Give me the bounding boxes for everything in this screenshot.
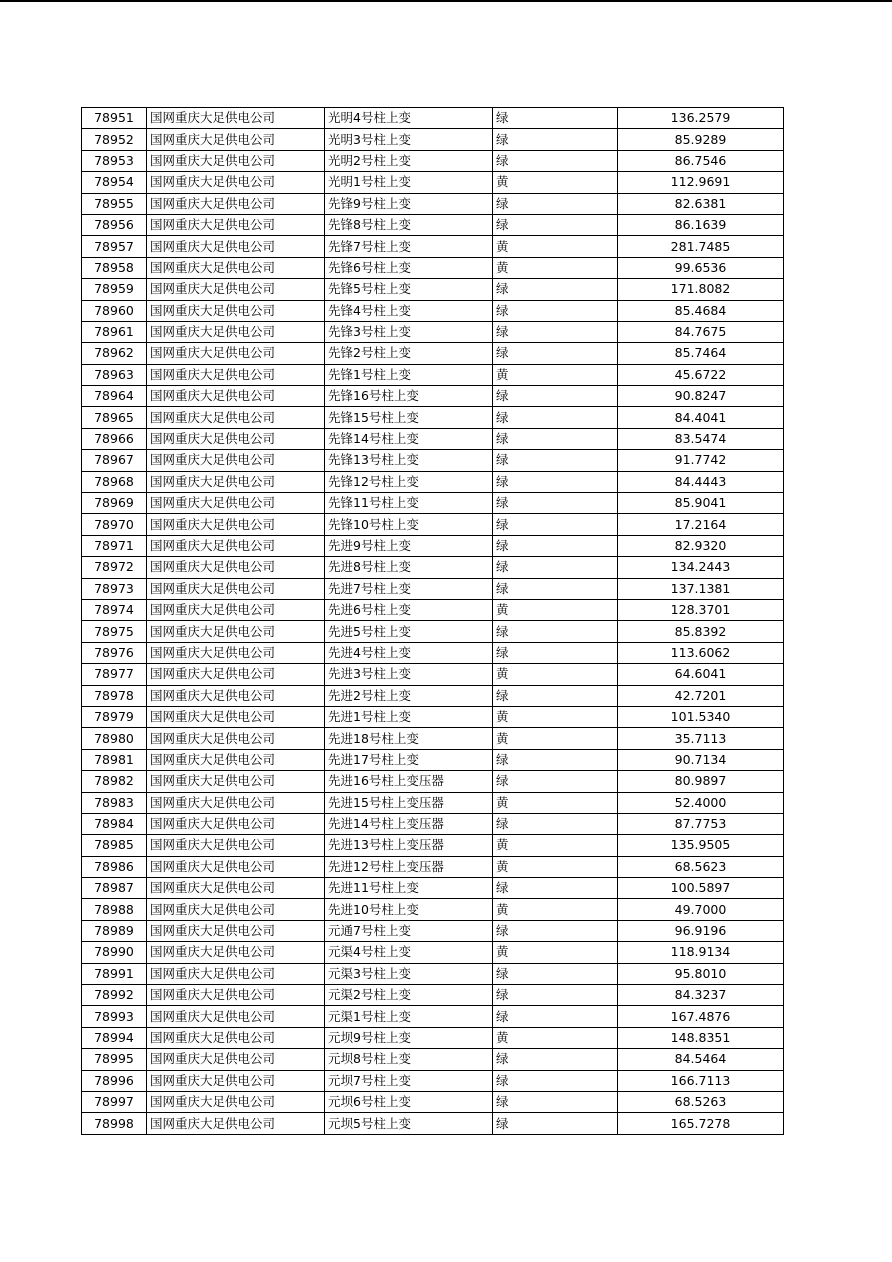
cell-id: 78991	[82, 963, 147, 984]
table-row	[82, 279, 784, 300]
cell-status: 绿	[493, 1006, 618, 1027]
table-row	[82, 1113, 784, 1134]
cell-company: 国网重庆大足供电公司	[147, 129, 325, 150]
cell-transformer-name: 先锋2号柱上变	[325, 343, 493, 364]
cell-transformer-name: 元渠4号柱上变	[325, 942, 493, 963]
cell-company: 国网重庆大足供电公司	[147, 1070, 325, 1091]
cell-status: 黄	[493, 728, 618, 749]
cell-value: 135.9505	[618, 835, 784, 856]
table-row	[82, 364, 784, 385]
cell-value: 80.9897	[618, 771, 784, 792]
cell-value: 101.5340	[618, 706, 784, 727]
cell-company: 国网重庆大足供电公司	[147, 642, 325, 663]
cell-status: 绿	[493, 129, 618, 150]
cell-transformer-name: 先锋1号柱上变	[325, 364, 493, 385]
cell-value: 281.7485	[618, 236, 784, 257]
cell-transformer-name: 先进14号柱上变压器	[325, 813, 493, 834]
cell-value: 91.7742	[618, 450, 784, 471]
cell-id: 78981	[82, 749, 147, 770]
cell-id: 78962	[82, 343, 147, 364]
cell-status: 绿	[493, 749, 618, 770]
cell-id: 78958	[82, 257, 147, 278]
cell-id: 78964	[82, 386, 147, 407]
cell-id: 78982	[82, 771, 147, 792]
cell-company: 国网重庆大足供电公司	[147, 172, 325, 193]
cell-transformer-name: 元渠3号柱上变	[325, 963, 493, 984]
cell-value: 68.5263	[618, 1091, 784, 1112]
cell-value: 84.4443	[618, 471, 784, 492]
cell-value: 136.2579	[618, 108, 784, 129]
cell-company: 国网重庆大足供电公司	[147, 685, 325, 706]
cell-id: 78973	[82, 578, 147, 599]
cell-id: 78977	[82, 664, 147, 685]
cell-id: 78972	[82, 557, 147, 578]
cell-status: 黄	[493, 942, 618, 963]
cell-id: 78953	[82, 150, 147, 171]
cell-transformer-name: 光明1号柱上变	[325, 172, 493, 193]
cell-value: 86.1639	[618, 214, 784, 235]
table-row	[82, 129, 784, 150]
cell-transformer-name: 先锋4号柱上变	[325, 300, 493, 321]
cell-status: 黄	[493, 792, 618, 813]
cell-id: 78993	[82, 1006, 147, 1027]
cell-id: 78975	[82, 621, 147, 642]
cell-value: 52.4000	[618, 792, 784, 813]
cell-transformer-name: 光明4号柱上变	[325, 108, 493, 129]
table-row	[82, 706, 784, 727]
table-row	[82, 150, 784, 171]
cell-id: 78959	[82, 279, 147, 300]
cell-status: 绿	[493, 343, 618, 364]
cell-status: 绿	[493, 321, 618, 342]
cell-value: 90.8247	[618, 386, 784, 407]
cell-id: 78986	[82, 856, 147, 877]
cell-id: 78961	[82, 321, 147, 342]
cell-transformer-name: 先锋8号柱上变	[325, 214, 493, 235]
cell-status: 绿	[493, 214, 618, 235]
cell-transformer-name: 先进1号柱上变	[325, 706, 493, 727]
cell-company: 国网重庆大足供电公司	[147, 193, 325, 214]
page-top-border	[0, 0, 892, 2]
cell-transformer-name: 先进10号柱上变	[325, 899, 493, 920]
cell-id: 78965	[82, 407, 147, 428]
cell-company: 国网重庆大足供电公司	[147, 1006, 325, 1027]
table-row	[82, 942, 784, 963]
table-row	[82, 728, 784, 749]
cell-id: 78984	[82, 813, 147, 834]
cell-value: 45.6722	[618, 364, 784, 385]
table-row	[82, 557, 784, 578]
table-row	[82, 792, 784, 813]
cell-value: 85.7464	[618, 343, 784, 364]
cell-value: 87.7753	[618, 813, 784, 834]
cell-value: 96.9196	[618, 920, 784, 941]
table-body	[82, 108, 784, 1135]
cell-status: 绿	[493, 386, 618, 407]
cell-status: 黄	[493, 856, 618, 877]
cell-company: 国网重庆大足供电公司	[147, 771, 325, 792]
cell-value: 17.2164	[618, 514, 784, 535]
cell-value: 118.9134	[618, 942, 784, 963]
cell-status: 绿	[493, 407, 618, 428]
cell-status: 绿	[493, 493, 618, 514]
cell-company: 国网重庆大足供电公司	[147, 450, 325, 471]
cell-transformer-name: 先进17号柱上变	[325, 749, 493, 770]
cell-company: 国网重庆大足供电公司	[147, 749, 325, 770]
cell-value: 35.7113	[618, 728, 784, 749]
cell-transformer-name: 先进16号柱上变压器	[325, 771, 493, 792]
table-row	[82, 535, 784, 556]
cell-status: 绿	[493, 963, 618, 984]
cell-status: 绿	[493, 985, 618, 1006]
cell-status: 黄	[493, 664, 618, 685]
table-row	[82, 300, 784, 321]
cell-status: 绿	[493, 108, 618, 129]
cell-id: 78970	[82, 514, 147, 535]
cell-transformer-name: 元坝5号柱上变	[325, 1113, 493, 1134]
cell-company: 国网重庆大足供电公司	[147, 621, 325, 642]
cell-company: 国网重庆大足供电公司	[147, 535, 325, 556]
cell-status: 黄	[493, 236, 618, 257]
cell-status: 绿	[493, 514, 618, 535]
cell-value: 83.5474	[618, 428, 784, 449]
cell-status: 黄	[493, 257, 618, 278]
table-row	[82, 1070, 784, 1091]
cell-transformer-name: 元渠1号柱上变	[325, 1006, 493, 1027]
table-row	[82, 343, 784, 364]
cell-value: 128.3701	[618, 599, 784, 620]
cell-status: 黄	[493, 899, 618, 920]
cell-value: 165.7278	[618, 1113, 784, 1134]
cell-id: 78967	[82, 450, 147, 471]
cell-id: 78997	[82, 1091, 147, 1112]
cell-transformer-name: 先锋12号柱上变	[325, 471, 493, 492]
cell-value: 137.1381	[618, 578, 784, 599]
cell-status: 黄	[493, 599, 618, 620]
cell-value: 82.6381	[618, 193, 784, 214]
table-row	[82, 835, 784, 856]
cell-value: 64.6041	[618, 664, 784, 685]
cell-value: 85.8392	[618, 621, 784, 642]
cell-company: 国网重庆大足供电公司	[147, 150, 325, 171]
table-row	[82, 386, 784, 407]
cell-company: 国网重庆大足供电公司	[147, 1113, 325, 1134]
cell-company: 国网重庆大足供电公司	[147, 792, 325, 813]
cell-value: 84.5464	[618, 1049, 784, 1070]
cell-id: 78966	[82, 428, 147, 449]
table-row	[82, 578, 784, 599]
cell-id: 78951	[82, 108, 147, 129]
table-row	[82, 407, 784, 428]
table-row	[82, 172, 784, 193]
cell-status: 绿	[493, 1049, 618, 1070]
cell-transformer-name: 先进7号柱上变	[325, 578, 493, 599]
table-row	[82, 642, 784, 663]
cell-id: 78989	[82, 920, 147, 941]
table-row	[82, 321, 784, 342]
cell-company: 国网重庆大足供电公司	[147, 942, 325, 963]
cell-company: 国网重庆大足供电公司	[147, 557, 325, 578]
cell-value: 85.9041	[618, 493, 784, 514]
cell-transformer-name: 先锋9号柱上变	[325, 193, 493, 214]
cell-transformer-name: 先锋11号柱上变	[325, 493, 493, 514]
table-row	[82, 257, 784, 278]
table-row	[82, 1049, 784, 1070]
cell-company: 国网重庆大足供电公司	[147, 899, 325, 920]
table-row	[82, 108, 784, 129]
cell-transformer-name: 先进9号柱上变	[325, 535, 493, 556]
cell-status: 绿	[493, 471, 618, 492]
cell-id: 78985	[82, 835, 147, 856]
cell-transformer-name: 元通7号柱上变	[325, 920, 493, 941]
table-row	[82, 621, 784, 642]
cell-status: 绿	[493, 642, 618, 663]
cell-company: 国网重庆大足供电公司	[147, 835, 325, 856]
table-row	[82, 963, 784, 984]
cell-status: 黄	[493, 364, 618, 385]
cell-id: 78974	[82, 599, 147, 620]
cell-transformer-name: 元坝6号柱上变	[325, 1091, 493, 1112]
cell-id: 78963	[82, 364, 147, 385]
cell-transformer-name: 元坝9号柱上变	[325, 1027, 493, 1048]
cell-id: 78980	[82, 728, 147, 749]
cell-status: 绿	[493, 300, 618, 321]
cell-id: 78952	[82, 129, 147, 150]
cell-status: 绿	[493, 193, 618, 214]
cell-company: 国网重庆大足供电公司	[147, 214, 325, 235]
cell-transformer-name: 先进6号柱上变	[325, 599, 493, 620]
cell-company: 国网重庆大足供电公司	[147, 599, 325, 620]
cell-status: 黄	[493, 835, 618, 856]
cell-status: 绿	[493, 535, 618, 556]
cell-transformer-name: 先锋5号柱上变	[325, 279, 493, 300]
cell-company: 国网重庆大足供电公司	[147, 963, 325, 984]
cell-status: 绿	[493, 428, 618, 449]
cell-company: 国网重庆大足供电公司	[147, 428, 325, 449]
cell-id: 78995	[82, 1049, 147, 1070]
cell-value: 84.3237	[618, 985, 784, 1006]
cell-value: 84.4041	[618, 407, 784, 428]
cell-company: 国网重庆大足供电公司	[147, 300, 325, 321]
cell-value: 82.9320	[618, 535, 784, 556]
cell-id: 78957	[82, 236, 147, 257]
cell-company: 国网重庆大足供电公司	[147, 407, 325, 428]
table-row	[82, 1091, 784, 1112]
cell-status: 绿	[493, 279, 618, 300]
cell-transformer-name: 元坝8号柱上变	[325, 1049, 493, 1070]
cell-id: 78954	[82, 172, 147, 193]
cell-id: 78994	[82, 1027, 147, 1048]
cell-transformer-name: 先进4号柱上变	[325, 642, 493, 663]
cell-company: 国网重庆大足供电公司	[147, 1091, 325, 1112]
cell-id: 78996	[82, 1070, 147, 1091]
cell-value: 85.4684	[618, 300, 784, 321]
cell-transformer-name: 先进12号柱上变压器	[325, 856, 493, 877]
cell-status: 黄	[493, 172, 618, 193]
cell-id: 78998	[82, 1113, 147, 1134]
cell-status: 绿	[493, 150, 618, 171]
cell-value: 95.8010	[618, 963, 784, 984]
cell-company: 国网重庆大足供电公司	[147, 856, 325, 877]
cell-company: 国网重庆大足供电公司	[147, 920, 325, 941]
cell-id: 78988	[82, 899, 147, 920]
cell-value: 86.7546	[618, 150, 784, 171]
cell-id: 78960	[82, 300, 147, 321]
cell-company: 国网重庆大足供电公司	[147, 664, 325, 685]
cell-id: 78992	[82, 985, 147, 1006]
cell-value: 85.9289	[618, 129, 784, 150]
cell-value: 171.8082	[618, 279, 784, 300]
cell-id: 78956	[82, 214, 147, 235]
table-row	[82, 878, 784, 899]
cell-value: 134.2443	[618, 557, 784, 578]
cell-value: 167.4876	[618, 1006, 784, 1027]
cell-company: 国网重庆大足供电公司	[147, 1027, 325, 1048]
cell-transformer-name: 光明3号柱上变	[325, 129, 493, 150]
cell-value: 42.7201	[618, 685, 784, 706]
cell-value: 99.6536	[618, 257, 784, 278]
cell-company: 国网重庆大足供电公司	[147, 471, 325, 492]
cell-transformer-name: 先锋15号柱上变	[325, 407, 493, 428]
table-row	[82, 471, 784, 492]
table-row	[82, 749, 784, 770]
table-row	[82, 920, 784, 941]
cell-transformer-name: 先进3号柱上变	[325, 664, 493, 685]
cell-status: 黄	[493, 706, 618, 727]
cell-transformer-name: 先进13号柱上变压器	[325, 835, 493, 856]
cell-company: 国网重庆大足供电公司	[147, 493, 325, 514]
cell-transformer-name: 先锋13号柱上变	[325, 450, 493, 471]
cell-transformer-name: 先进2号柱上变	[325, 685, 493, 706]
cell-value: 90.7134	[618, 749, 784, 770]
cell-value: 112.9691	[618, 172, 784, 193]
table-row	[82, 856, 784, 877]
table-row	[82, 514, 784, 535]
cell-id: 78976	[82, 642, 147, 663]
cell-transformer-name: 元渠2号柱上变	[325, 985, 493, 1006]
cell-status: 绿	[493, 771, 618, 792]
cell-value: 148.8351	[618, 1027, 784, 1048]
cell-transformer-name: 先进18号柱上变	[325, 728, 493, 749]
cell-company: 国网重庆大足供电公司	[147, 985, 325, 1006]
cell-status: 绿	[493, 1091, 618, 1112]
cell-transformer-name: 先锋6号柱上变	[325, 257, 493, 278]
table-row	[82, 428, 784, 449]
transformer-table	[81, 107, 784, 1135]
cell-status: 绿	[493, 878, 618, 899]
cell-company: 国网重庆大足供电公司	[147, 257, 325, 278]
cell-company: 国网重庆大足供电公司	[147, 279, 325, 300]
cell-company: 国网重庆大足供电公司	[147, 578, 325, 599]
cell-company: 国网重庆大足供电公司	[147, 386, 325, 407]
cell-transformer-name: 光明2号柱上变	[325, 150, 493, 171]
table-row	[82, 1027, 784, 1048]
cell-transformer-name: 元坝7号柱上变	[325, 1070, 493, 1091]
cell-status: 绿	[493, 1070, 618, 1091]
cell-transformer-name: 先锋10号柱上变	[325, 514, 493, 535]
cell-value: 68.5623	[618, 856, 784, 877]
cell-status: 黄	[493, 1027, 618, 1048]
table-row	[82, 599, 784, 620]
cell-company: 国网重庆大足供电公司	[147, 706, 325, 727]
table-row	[82, 771, 784, 792]
cell-id: 78987	[82, 878, 147, 899]
table-row	[82, 193, 784, 214]
table-row	[82, 685, 784, 706]
table-row	[82, 236, 784, 257]
table-row	[82, 493, 784, 514]
cell-value: 49.7000	[618, 899, 784, 920]
cell-status: 绿	[493, 1113, 618, 1134]
cell-company: 国网重庆大足供电公司	[147, 813, 325, 834]
cell-company: 国网重庆大足供电公司	[147, 728, 325, 749]
cell-id: 78955	[82, 193, 147, 214]
cell-id: 78968	[82, 471, 147, 492]
cell-company: 国网重庆大足供电公司	[147, 878, 325, 899]
cell-status: 绿	[493, 685, 618, 706]
cell-value: 100.5897	[618, 878, 784, 899]
cell-transformer-name: 先锋16号柱上变	[325, 386, 493, 407]
cell-status: 绿	[493, 450, 618, 471]
cell-transformer-name: 先进5号柱上变	[325, 621, 493, 642]
table-row	[82, 450, 784, 471]
cell-id: 78978	[82, 685, 147, 706]
cell-company: 国网重庆大足供电公司	[147, 108, 325, 129]
cell-id: 78983	[82, 792, 147, 813]
cell-value: 166.7113	[618, 1070, 784, 1091]
cell-id: 78969	[82, 493, 147, 514]
cell-status: 绿	[493, 578, 618, 599]
cell-transformer-name: 先锋3号柱上变	[325, 321, 493, 342]
cell-transformer-name: 先进15号柱上变压器	[325, 792, 493, 813]
cell-status: 绿	[493, 557, 618, 578]
cell-transformer-name: 先进8号柱上变	[325, 557, 493, 578]
table-row	[82, 985, 784, 1006]
table-row	[82, 899, 784, 920]
cell-company: 国网重庆大足供电公司	[147, 321, 325, 342]
cell-transformer-name: 先锋14号柱上变	[325, 428, 493, 449]
cell-company: 国网重庆大足供电公司	[147, 343, 325, 364]
table-row	[82, 214, 784, 235]
table-row	[82, 1006, 784, 1027]
table-row	[82, 813, 784, 834]
cell-status: 绿	[493, 621, 618, 642]
cell-transformer-name: 先进11号柱上变	[325, 878, 493, 899]
cell-status: 绿	[493, 920, 618, 941]
cell-id: 78971	[82, 535, 147, 556]
cell-company: 国网重庆大足供电公司	[147, 514, 325, 535]
cell-transformer-name: 先锋7号柱上变	[325, 236, 493, 257]
cell-id: 78979	[82, 706, 147, 727]
cell-value: 84.7675	[618, 321, 784, 342]
table-row	[82, 664, 784, 685]
cell-company: 国网重庆大足供电公司	[147, 364, 325, 385]
cell-status: 绿	[493, 813, 618, 834]
cell-id: 78990	[82, 942, 147, 963]
cell-company: 国网重庆大足供电公司	[147, 236, 325, 257]
cell-value: 113.6062	[618, 642, 784, 663]
cell-company: 国网重庆大足供电公司	[147, 1049, 325, 1070]
